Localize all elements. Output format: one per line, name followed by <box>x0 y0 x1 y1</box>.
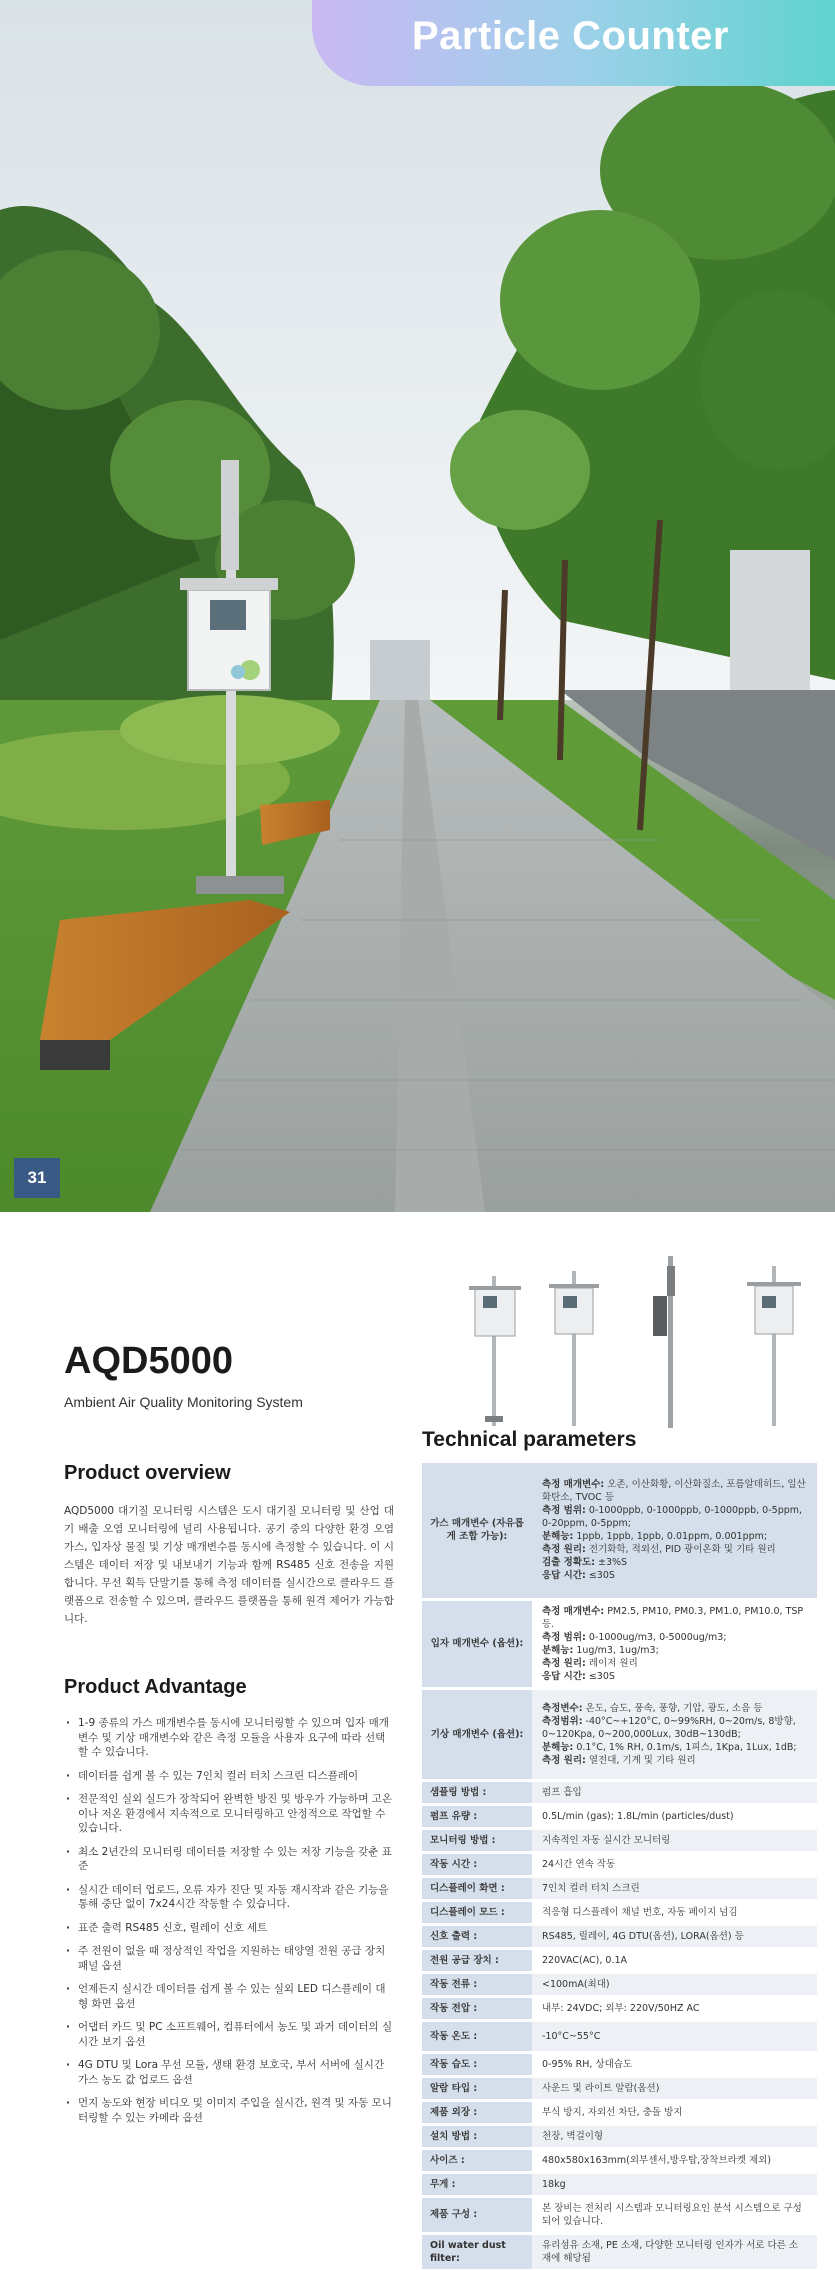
gas-params-label: 가스 매개변수 (자유롭게 조합 가능): <box>422 1463 532 1599</box>
spec-value: 0-95% RH, 상대습도 <box>532 2052 817 2076</box>
spec-label: Oil water dust filter: <box>422 2233 532 2270</box>
table-row <box>422 2052 817 2076</box>
spec-label: 디스플레이 모드 : <box>422 1900 532 1924</box>
advantage-item: · 데이터를 쉽게 볼 수 있는 7인치 컬러 터치 스크린 디스플레이 <box>64 1769 394 1784</box>
spec-label: 무게 : <box>422 2172 532 2196</box>
particle-line-key: 측정 매개변수: <box>542 1605 605 1617</box>
advantage-item: · 최소 2년간의 모니터링 데이터를 저장할 수 있는 저장 기능을 갖춘 표준 <box>64 1845 394 1874</box>
table-row <box>422 1780 817 1804</box>
spec-value: -10°C~55°C <box>532 2020 817 2052</box>
spec-label: 작동 전압 : <box>422 1996 532 2020</box>
spec-label: 설치 방법 : <box>422 2124 532 2148</box>
table-row <box>422 2076 817 2100</box>
spec-value: 480x580x163mm(외부센서,방우탑,장착브라켓 제외) <box>532 2148 817 2172</box>
advantage-item: · 표준 출력 RS485 신호, 릴레이 신호 세트 <box>64 1921 394 1936</box>
spec-label: 작동 시간 : <box>422 1852 532 1876</box>
table-row <box>422 2172 817 2196</box>
table-row <box>422 1852 817 1876</box>
spec-value: 0.5L/min (gas); 1.8L/min (particles/dust) <box>532 1804 817 1828</box>
spec-label: 알람 타입 : <box>422 2076 532 2100</box>
table-row <box>422 2148 817 2172</box>
gas-line-key: 분해능: <box>542 1531 574 1543</box>
spec-label: 작동 온도 : <box>422 2020 532 2052</box>
particle-line-key: 분해능: <box>542 1644 574 1656</box>
weather-line-value: 0.1°C, 1% RH, 0.1m/s, 1피스, 1Kpa, 1Lux, 1dB; <box>573 1741 797 1753</box>
spec-label: 제품 외장 : <box>422 2100 532 2124</box>
table-row <box>422 1876 817 1900</box>
particle-params-value <box>532 1599 817 1688</box>
spec-value: 7인치 컬러 터치 스크린 <box>532 1876 817 1900</box>
spec-value: 18kg <box>532 2172 817 2196</box>
weather-line-value: -40°C~+120°C, 0~99%RH, 0~20m/s, 8방향, 0~120Kpa, 0~200,000Lux, 30dB~130dB; <box>542 1715 796 1740</box>
spec-value: <100mA(최대) <box>532 1972 817 1996</box>
weather-line-key: 측정범위: <box>542 1715 583 1727</box>
spec-value: 24시간 연속 작동 <box>532 1852 817 1876</box>
particle-line-value: 레이저 원리 <box>585 1657 638 1669</box>
spec-label: 작동 습도 : <box>422 2052 532 2076</box>
advantage-item: · 4G DTU 및 Lora 무선 모듈, 생태 환경 보호국, 부서 서버에 실시간 가스 농도 값 업로드 옵션 <box>64 2058 394 2087</box>
gas-line-value: 1ppb, 1ppb, 1ppb, 0.01ppm, 0.001ppm; <box>573 1531 768 1543</box>
weather-line-key: 분해능: <box>542 1741 574 1753</box>
page-number-badge: 31 <box>14 1158 60 1198</box>
spec-value: 적응형 디스플레이 채널 번호, 자동 페이지 넘김 <box>532 1900 817 1924</box>
table-row <box>422 1972 817 1996</box>
gas-line-value: ±3%S <box>595 1557 628 1569</box>
advantage-list <box>64 1716 394 2134</box>
gas-line-key: 응답 시간: <box>542 1570 586 1582</box>
variant-3 <box>653 1256 675 1428</box>
gas-line-key: 측정 범위: <box>542 1505 586 1517</box>
gas-params-value <box>532 1463 817 1599</box>
weather-line-value: 온도, 습도, 풍속, 풍향, 기압, 광도, 소음 등 <box>582 1702 763 1714</box>
gas-line-value: 오존, 이산화황, 이산화질소, 포름알데히드, 일산화탄소, TVOC 등 <box>542 1479 806 1504</box>
spec-value: 본 장비는 전처리 시스템과 모니터링요인 분석 시스템으로 구성되어 있습니다. <box>532 2196 817 2233</box>
gas-line-key: 측정 매개변수: <box>542 1479 605 1491</box>
weather-line-key: 측정 원리: <box>542 1754 586 1766</box>
particle-line-key: 측정 원리: <box>542 1657 586 1669</box>
page-title: Particle Counter <box>412 14 729 58</box>
table-row <box>422 2233 817 2270</box>
gas-line-value: 전기화학, 적외선, PID 광이온화 및 기타 원리 <box>585 1544 776 1556</box>
table-row <box>422 1900 817 1924</box>
spec-value: 지속적인 자동 실시간 모니터링 <box>532 1828 817 1852</box>
particle-line-value: 0-1000ug/m3, 0-5000ug/m3; <box>585 1631 727 1643</box>
gas-line-key: 검출 정확도: <box>542 1557 595 1569</box>
weather-params-label: 기상 매개변수 (옵션): <box>422 1688 532 1780</box>
spec-value: 펌프 흡입 <box>532 1780 817 1804</box>
particle-params-label: 입자 매개변수 (옵션): <box>422 1599 532 1688</box>
gas-line-value: 0-1000ppb, 0-1000ppb, 0-1000ppb, 0-5ppm, 0-20ppm, 0-5ppm; <box>542 1505 803 1530</box>
advantage-item: · 어댑터 카드 및 PC 소프트웨어, 컴퓨터에서 농도 및 과거 데이터의 실시간 보기 옵션 <box>64 2020 394 2049</box>
spec-label: 사이즈 : <box>422 2148 532 2172</box>
advantage-item: · 언제든지 실시간 데이터를 쉽게 볼 수 있는 실외 LED 디스플레이 대형 화면 옵션 <box>64 1982 394 2011</box>
spec-label: 펌프 유량 : <box>422 1804 532 1828</box>
table-row <box>422 1996 817 2020</box>
spec-value: 천장, 벽걸이형 <box>532 2124 817 2148</box>
advantage-item: · 1-9 종류의 가스 매개변수를 동시에 모니터링할 수 있으며 입자 매개변수 및 기상 매개변수와 같은 측정 모듈을 사용자 요구에 따라 선택할 수 있습니다. <box>64 1716 394 1760</box>
spec-value: 유리섬유 소재, PE 소재, 다양한 모니터링 인자가 서로 다른 소재에 해당됨 <box>532 2233 817 2270</box>
weather-line-key: 측정변수: <box>542 1702 583 1714</box>
spec-label: 샘플링 방법 : <box>422 1780 532 1804</box>
particle-line-value: 1ug/m3, 1ug/m3; <box>573 1644 659 1656</box>
table-row <box>422 2020 817 2052</box>
variant-2 <box>549 1271 599 1426</box>
variant-4 <box>747 1266 801 1426</box>
overview-text: AQD5000 대기질 모니터링 시스템은 도시 대기질 모니터링 및 산업 대기 배출 오염 모니터링에 널리 사용됩니다. 공기 중의 다양한 환경 오염 가스, 입자상 물질 및 기상 매개변수를 동시에 측정할 수 있습니다. 이 시스템은 데이터 저장 및 내보내기 기능과 함께 RS485 신호 전송을 지원합니다. 무선 획득 단말기를 통해 측정 데이터를 실시간으로 클라우드 플랫폼으로 전송할 수 있으며, 클라우드 플랫폼을 통해 원격 제어가 가능합니다. <box>64 1505 394 1625</box>
table-row <box>422 1948 817 1972</box>
spec-value: 220VAC(AC), 0.1A <box>532 1948 817 1972</box>
weather-params-value <box>532 1688 817 1780</box>
table-row <box>422 1924 817 1948</box>
table-row <box>422 1828 817 1852</box>
spec-label: 디스플레이 화면 : <box>422 1876 532 1900</box>
spec-value: RS485, 릴레이, 4G DTU(옵션), LORA(옵션) 등 <box>532 1924 817 1948</box>
spec-label: 전원 공급 장치 : <box>422 1948 532 1972</box>
particle-line-value: ≤30S <box>585 1670 615 1682</box>
product-model: AQD5000 <box>64 1340 233 1382</box>
spec-value: 내부: 24VDC; 외부: 220V/50HZ AC <box>532 1996 817 2020</box>
table-row <box>422 2124 817 2148</box>
spec-value: 사운드 및 라이트 알람(옵션) <box>532 2076 817 2100</box>
particle-line-key: 측정 범위: <box>542 1631 586 1643</box>
product-subtitle: Ambient Air Quality Monitoring System <box>64 1394 303 1410</box>
advantage-heading: Product Advantage <box>64 1676 247 1698</box>
advantage-item: · 먼지 농도와 현장 비디오 및 이미지 주입을 실시간, 원격 및 자동 모니터링할 수 있는 카메라 옵션 <box>64 2096 394 2125</box>
tech-parameters-table <box>422 1463 817 2270</box>
table-row <box>422 1688 817 1780</box>
table-row <box>422 1599 817 1688</box>
tech-heading: Technical parameters <box>422 1428 637 1451</box>
variant-1 <box>469 1276 521 1426</box>
title-banner <box>312 0 835 86</box>
gas-line-value: ≤30S <box>585 1570 615 1582</box>
gas-line-key: 측정 원리: <box>542 1544 586 1556</box>
product-variants-illustration <box>455 1256 825 1431</box>
spec-label: 신호 출력 : <box>422 1924 532 1948</box>
table-row <box>422 1463 817 1599</box>
spec-label: 작동 전류 : <box>422 1972 532 1996</box>
overview-heading: Product overview <box>64 1462 231 1484</box>
particle-line-key: 응답 시간: <box>542 1670 586 1682</box>
particle-line-value: PM2.5, PM10, PM0.3, PM1.0, PM10.0, TSP 등. <box>542 1605 804 1630</box>
weather-line-value: 열전대, 기계 및 기타 원리 <box>585 1754 696 1766</box>
spec-value: 부식 방지, 자외선 차단, 충돌 방지 <box>532 2100 817 2124</box>
table-row <box>422 2100 817 2124</box>
table-row <box>422 2196 817 2233</box>
advantage-item: · 전문적인 실외 실드가 장착되어 완벽한 방진 및 방우가 가능하며 고온이나 저온 환경에서 지속적으로 모니터링하고 안정적으로 작업할 수 있습니다. <box>64 1792 394 1836</box>
advantage-item: · 주 전원이 없을 때 정상적인 작업을 지원하는 태양열 전원 공급 장치 패널 옵션 <box>64 1944 394 1973</box>
spec-label: 제품 구성 : <box>422 2196 532 2233</box>
advantage-item: · 실시간 데이터 업로드, 오류 자가 진단 및 자동 재시작과 같은 기능을 통해 중단 없이 7x24시간 작동할 수 있습니다. <box>64 1883 394 1912</box>
table-row <box>422 1804 817 1828</box>
spec-label: 모니터링 방법 : <box>422 1828 532 1852</box>
